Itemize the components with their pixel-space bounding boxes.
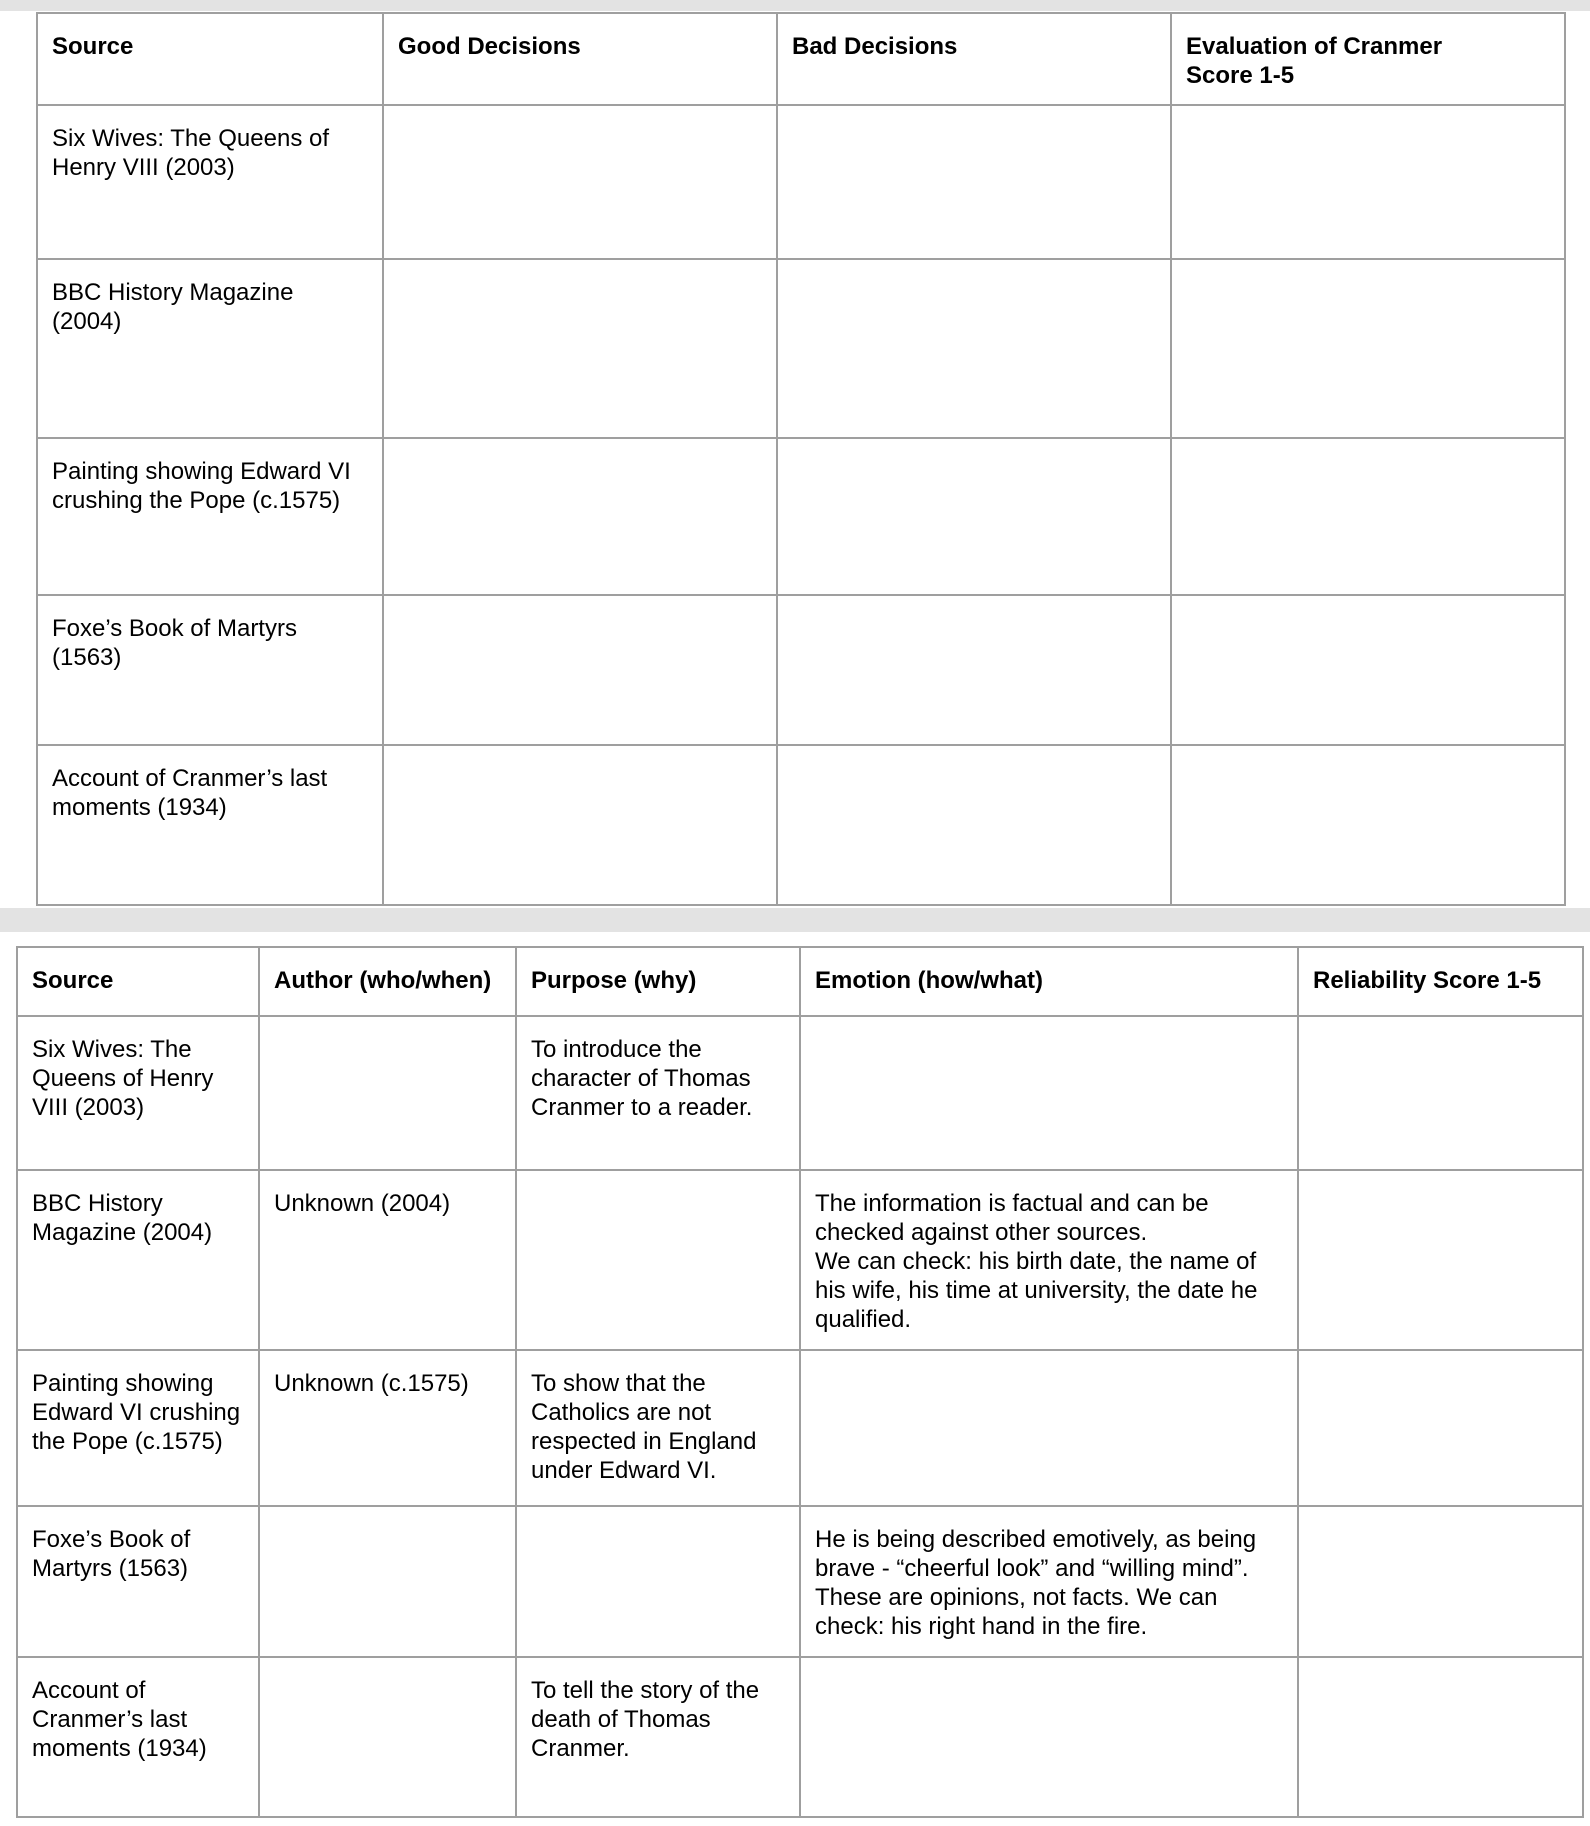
- good-decisions-cell[interactable]: [383, 438, 777, 595]
- source-analysis-table: [16, 946, 1584, 1818]
- reliability-cell[interactable]: [1298, 1350, 1583, 1506]
- evaluation-cell[interactable]: [1171, 105, 1565, 259]
- author-cell[interactable]: Unknown (2004): [259, 1170, 516, 1350]
- page-separator-middle: [0, 908, 1590, 932]
- evaluation-cell[interactable]: [1171, 438, 1565, 595]
- purpose-cell[interactable]: To introduce the character of Thomas Cranmer to a reader.: [516, 1016, 800, 1170]
- source-cell: BBC History Magazine (2004): [17, 1170, 259, 1350]
- author-cell[interactable]: [259, 1506, 516, 1657]
- author-cell[interactable]: [259, 1016, 516, 1170]
- purpose-cell[interactable]: [516, 1170, 800, 1350]
- bad-decisions-cell[interactable]: [777, 745, 1171, 905]
- good-decisions-cell[interactable]: [383, 105, 777, 259]
- reliability-cell[interactable]: [1298, 1657, 1583, 1817]
- good-decisions-cell[interactable]: [383, 745, 777, 905]
- author-cell[interactable]: [259, 1657, 516, 1817]
- table-row: [17, 1657, 1583, 1817]
- emotion-cell[interactable]: He is being described emotively, as being brave - “cheerful look” and “willing mind”. These are opinions, not facts. We can check: his right hand in the fire.: [800, 1506, 1298, 1657]
- purpose-cell[interactable]: [516, 1506, 800, 1657]
- good-decisions-cell[interactable]: [383, 259, 777, 438]
- reliability-cell[interactable]: [1298, 1170, 1583, 1350]
- header-source: Source: [37, 13, 383, 105]
- purpose-cell[interactable]: To show that the Catholics are not respected in England under Edward VI.: [516, 1350, 800, 1506]
- table-row: [37, 745, 1565, 905]
- emotion-cell[interactable]: [800, 1657, 1298, 1817]
- emotion-cell[interactable]: [800, 1350, 1298, 1506]
- header-bad-decisions: Bad Decisions: [777, 13, 1171, 105]
- header-evaluation-score: Evaluation of Cranmer Score 1-5: [1171, 13, 1565, 105]
- table-row: [17, 1016, 1583, 1170]
- bad-decisions-cell[interactable]: [777, 259, 1171, 438]
- source-cell: Six Wives: The Queens of Henry VIII (2003): [37, 105, 383, 259]
- source-cell: Painting showing Edward VI crushing the Pope (c.1575): [17, 1350, 259, 1506]
- source-cell: Six Wives: The Queens of Henry VIII (2003): [17, 1016, 259, 1170]
- header-emotion: Emotion (how/what): [800, 947, 1298, 1016]
- source-cell: BBC History Magazine (2004): [37, 259, 383, 438]
- source-cell: Foxe’s Book of Martyrs (1563): [17, 1506, 259, 1657]
- reliability-cell[interactable]: [1298, 1016, 1583, 1170]
- table-row: [37, 438, 1565, 595]
- table-row: [17, 1506, 1583, 1657]
- header-source: Source: [17, 947, 259, 1016]
- table-header-row: [17, 947, 1583, 1016]
- source-cell: Foxe’s Book of Martyrs (1563): [37, 595, 383, 745]
- bad-decisions-cell[interactable]: [777, 438, 1171, 595]
- table-row: [37, 259, 1565, 438]
- page-separator-top: [0, 0, 1590, 11]
- header-reliability-score: Reliability Score 1-5: [1298, 947, 1583, 1016]
- evaluation-cell[interactable]: [1171, 595, 1565, 745]
- source-cell: Painting showing Edward VI crushing the Pope (c.1575): [37, 438, 383, 595]
- header-purpose: Purpose (why): [516, 947, 800, 1016]
- table-row: [37, 105, 1565, 259]
- table-row: [17, 1170, 1583, 1350]
- reliability-cell[interactable]: [1298, 1506, 1583, 1657]
- decisions-table: [36, 12, 1566, 906]
- table-row: [37, 595, 1565, 745]
- table-header-row: [37, 13, 1565, 105]
- author-cell[interactable]: Unknown (c.1575): [259, 1350, 516, 1506]
- evaluation-cell[interactable]: [1171, 745, 1565, 905]
- good-decisions-cell[interactable]: [383, 595, 777, 745]
- source-cell: Account of Cranmer’s last moments (1934): [37, 745, 383, 905]
- source-cell: Account of Cranmer’s last moments (1934): [17, 1657, 259, 1817]
- bad-decisions-cell[interactable]: [777, 105, 1171, 259]
- purpose-cell[interactable]: To tell the story of the death of Thomas Cranmer.: [516, 1657, 800, 1817]
- emotion-cell[interactable]: [800, 1016, 1298, 1170]
- header-author: Author (who/when): [259, 947, 516, 1016]
- header-good-decisions: Good Decisions: [383, 13, 777, 105]
- evaluation-cell[interactable]: [1171, 259, 1565, 438]
- emotion-cell[interactable]: The information is factual and can be checked against other sources. We can check: his birth date, the name of his wife, his time at university, the date he qualified.: [800, 1170, 1298, 1350]
- bad-decisions-cell[interactable]: [777, 595, 1171, 745]
- table-row: [17, 1350, 1583, 1506]
